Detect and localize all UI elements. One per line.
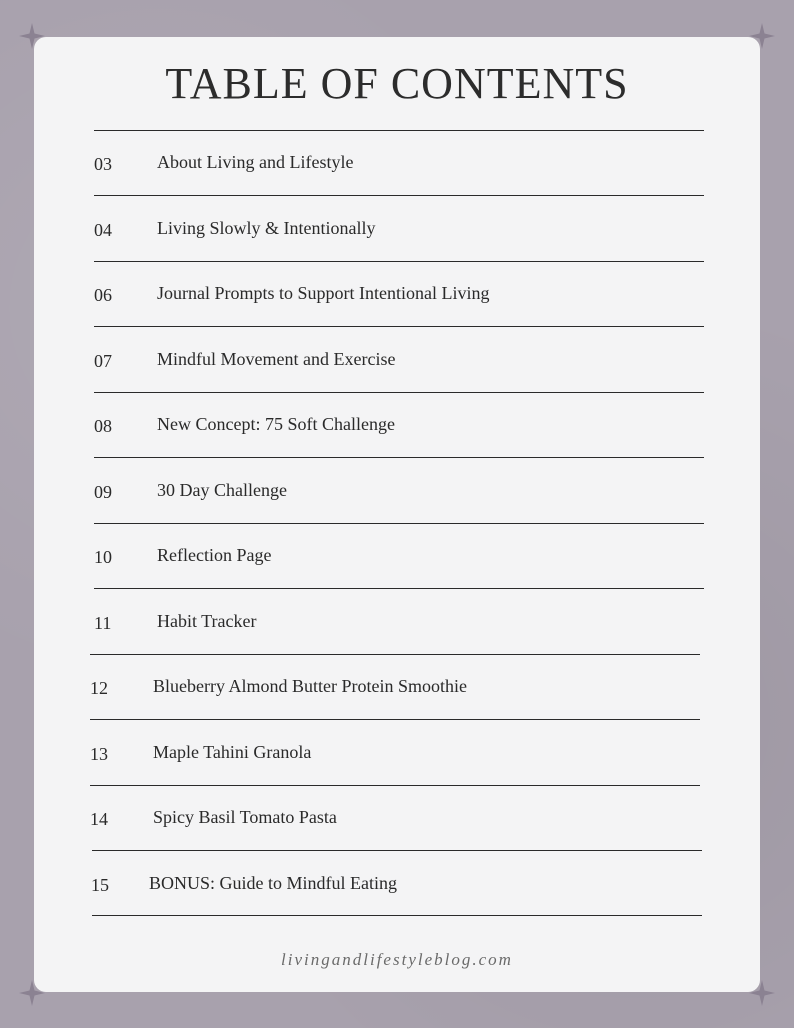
toc-page-number: 12 <box>90 678 108 698</box>
divider <box>94 392 704 393</box>
divider <box>94 457 704 458</box>
toc-page-number: 11 <box>94 613 112 633</box>
toc-entry-label[interactable]: BONUS: Guide to Mindful Eating <box>149 873 397 893</box>
toc-page-number: 15 <box>91 875 109 895</box>
divider <box>94 130 704 131</box>
toc-page-number: 10 <box>94 547 112 567</box>
toc-page-number: 07 <box>94 351 112 371</box>
page-title: TABLE OF CONTENTS <box>165 59 629 108</box>
toc-entry-label[interactable]: Blueberry Almond Butter Protein Smoothie <box>153 676 467 696</box>
divider <box>90 785 700 786</box>
toc-page-number: 08 <box>94 416 112 436</box>
divider <box>90 719 700 720</box>
divider <box>92 915 702 916</box>
toc-entry-label[interactable]: 30 Day Challenge <box>157 480 287 500</box>
divider <box>90 654 700 655</box>
page-card <box>34 37 760 992</box>
toc-entry-label[interactable]: Maple Tahini Granola <box>153 742 312 762</box>
divider <box>94 326 704 327</box>
toc-page-number: 06 <box>94 285 112 305</box>
toc-entry-label[interactable]: Reflection Page <box>157 545 272 565</box>
divider <box>92 850 702 851</box>
toc-entry-label[interactable]: Journal Prompts to Support Intentional Living <box>157 283 490 303</box>
divider <box>94 261 704 262</box>
divider <box>94 195 704 196</box>
toc-entry-label[interactable]: About Living and Lifestyle <box>157 152 354 172</box>
toc-entry-label[interactable]: Spicy Basil Tomato Pasta <box>153 807 337 827</box>
toc-page-number: 09 <box>94 482 112 502</box>
toc-page-number: 03 <box>94 154 112 174</box>
divider <box>94 523 704 524</box>
toc-entry-label[interactable]: Mindful Movement and Exercise <box>157 349 396 369</box>
toc-entry-label[interactable]: Habit Tracker <box>157 611 257 631</box>
toc-entry-label[interactable]: Living Slowly & Intentionally <box>157 218 376 238</box>
footer-website: livingandlifestyleblog.com <box>281 950 513 969</box>
toc-page-number: 14 <box>90 809 108 829</box>
toc-page-number: 13 <box>90 744 108 764</box>
toc-page-number: 04 <box>94 220 112 240</box>
divider <box>94 588 704 589</box>
toc-entry-label[interactable]: New Concept: 75 Soft Challenge <box>157 414 395 434</box>
